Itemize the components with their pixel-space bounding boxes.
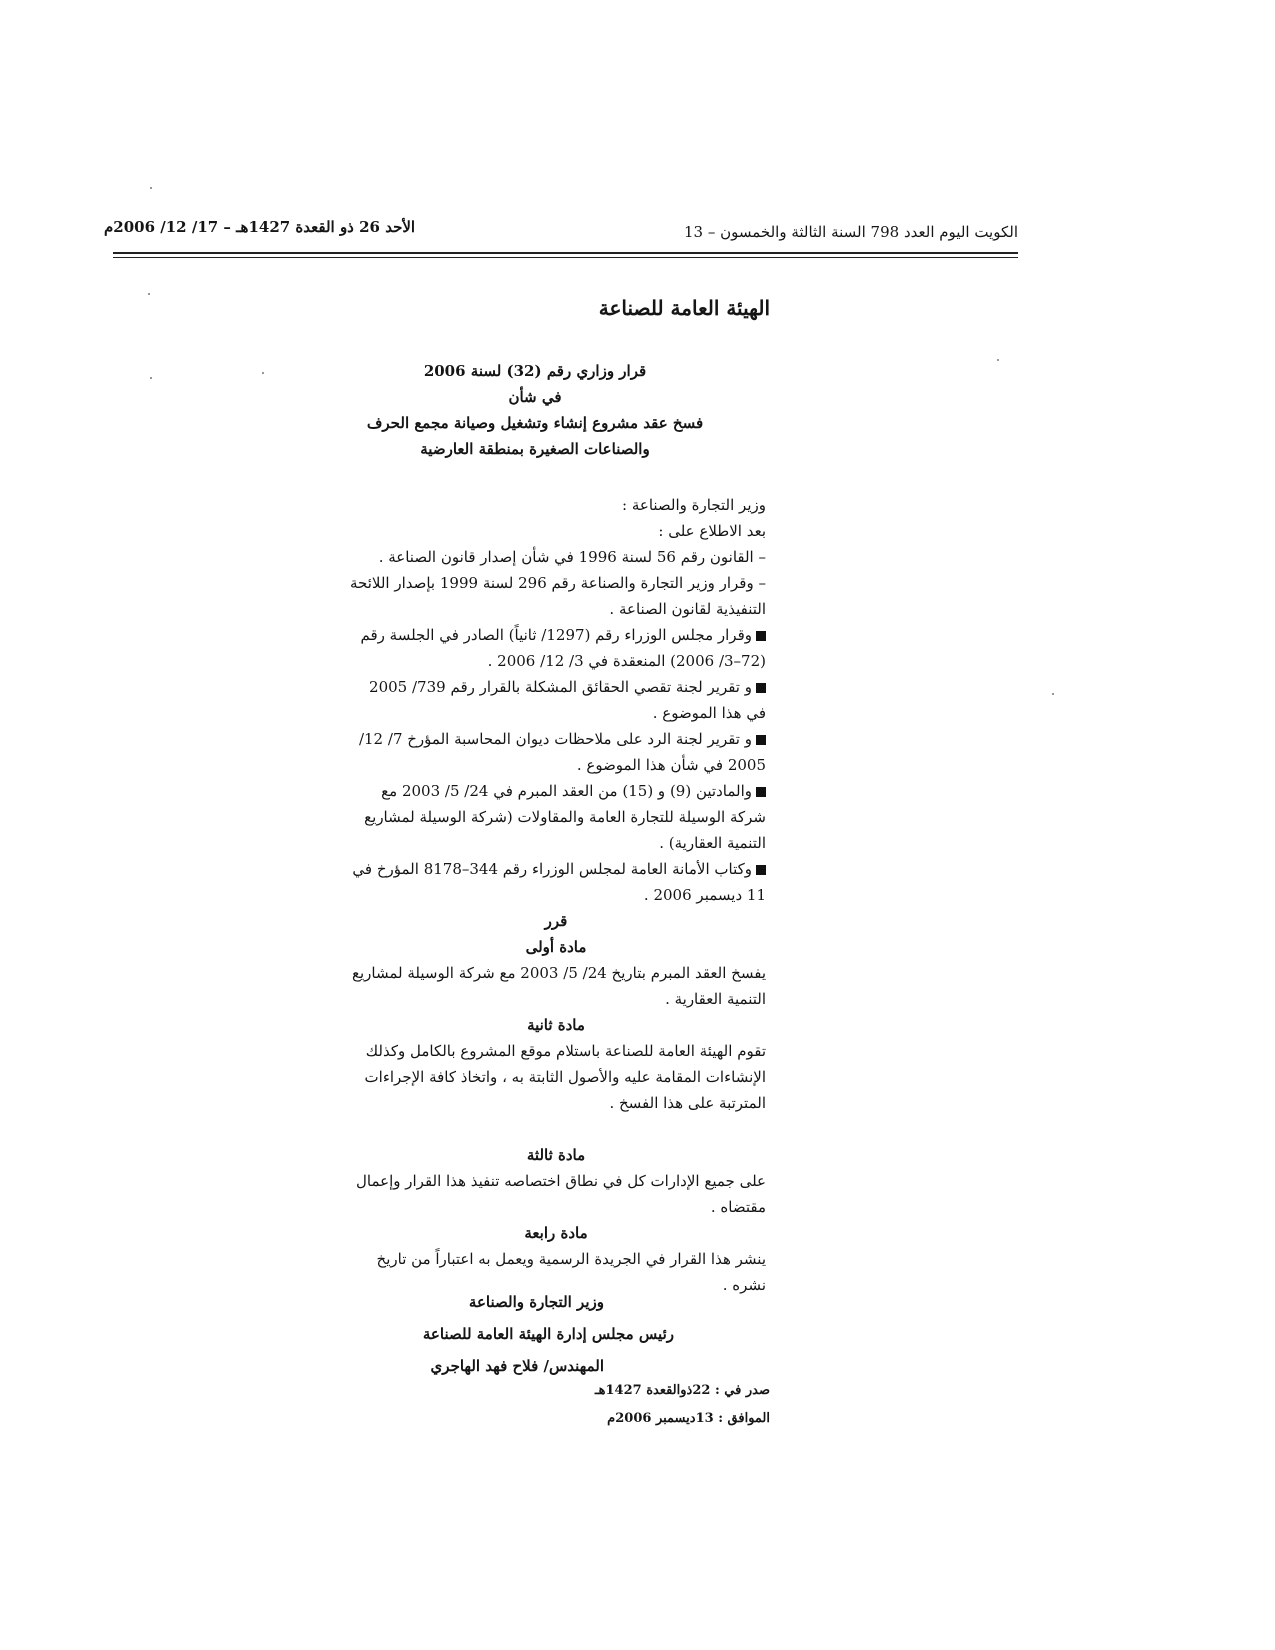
header-rule-thin [113, 257, 1018, 258]
scan-speck [262, 372, 264, 374]
preamble-item-text: وقرار مجلس الوزراء رقم (1297/ ثانياً) الصادر في الجلسة رقم (72–3/ 2006) المنعقدة في 3/ 12/ 2006 . [360, 626, 766, 670]
article-title: مادة رابعة [524, 1224, 588, 1242]
gazette-issue-header: الكويت اليوم العدد 798 السنة الثالثة والخمسون – 13 [683, 223, 1018, 241]
scan-speck [997, 359, 999, 361]
decision-subject-line2: والصناعات الصغيرة بمنطقة العارضية [420, 440, 650, 458]
square-bullet-icon [756, 865, 766, 875]
decision-number: قرار وزاري رقم (32) لسنة 2006 [423, 362, 647, 380]
issue-date-gregorian: الموافق : 13ديسمبر 2006م [607, 1411, 770, 1426]
article-title: مادة ثانية [527, 1016, 585, 1034]
preamble-item [346, 726, 766, 778]
issue-date-block [560, 1377, 770, 1433]
scan-speck [150, 187, 152, 189]
scan-speck [1052, 693, 1054, 695]
article-text: تقوم الهيئة العامة للصناعة باستلام موقع المشروع بالكامل وكذلك الإنشاءات المقامة عليه والأصول الثابتة به ، واتخاذ كافة الإجراءات المترتبة على هذا الفسخ . [364, 1042, 766, 1112]
spacer [346, 1116, 766, 1142]
preamble-item [346, 622, 766, 674]
minister-line: وزير التجارة والصناعة : [622, 496, 766, 514]
preamble-item-text: و تقرير لجنة الرد على ملاحظات ديوان المحاسبة المؤرخ 7/ 12/ 2005 في شأن هذا الموضوع . [358, 730, 766, 774]
scan-speck [150, 377, 152, 379]
preamble-item-text: والمادتين (9) و (15) من العقد المبرم في 24/ 5/ 2003 مع شركة الوسيلة للتجارة العامة والمقاولات (شركة الوسيلة لمشاريع التنمية العقارية) . [364, 782, 766, 852]
signature-name: المهندس/ فلاح فهد الهاجري [430, 1357, 604, 1375]
article-text: على جميع الإدارات كل في نطاق اختصاصه تنفيذ هذا القرار وإعمال مقتضاه . [356, 1172, 766, 1216]
article-title: مادة ثالثة [526, 1146, 586, 1164]
square-bullet-icon [756, 787, 766, 797]
decision-regarding: في شأن [508, 388, 562, 406]
decision-subject-line1: فسخ عقد مشروع إنشاء وتشغيل وصيانة مجمع الحرف [366, 414, 704, 432]
square-bullet-icon [756, 683, 766, 693]
square-bullet-icon [756, 735, 766, 745]
article-title: مادة أولى [525, 938, 587, 956]
decided-heading: قرر [544, 912, 568, 930]
signature-position: رئيس مجلس إدارة الهيئة العامة للصناعة [422, 1325, 674, 1343]
after-review-line: بعد الاطلاع على : [658, 522, 766, 540]
preamble-item: – وقرار وزير التجارة والصناعة رقم 296 لسنة 1999 بإصدار اللائحة التنفيذية لقانون الصناعة . [349, 574, 766, 618]
preamble-item-text: وكتاب الأمانة العامة لمجلس الوزراء رقم 344–8178 المؤرخ في 11 ديسمبر 2006 . [352, 860, 766, 904]
header-rule [113, 252, 1018, 254]
gazette-date-header: الأحد 26 ذو القعدة 1427هـ – 17/ 12/ 2006م [104, 218, 416, 236]
preamble-item: – القانون رقم 56 لسنة 1996 في شأن إصدار قانون الصناعة . [378, 548, 766, 566]
preamble-item [346, 778, 766, 856]
decision-body [346, 492, 766, 1298]
issue-date-hijri: صدر في : 22ذوالقعدة 1427هـ [594, 1383, 770, 1398]
signature-block [344, 1286, 674, 1382]
decision-title-block [360, 358, 710, 462]
preamble-item [346, 856, 766, 908]
article-text: يفسخ العقد المبرم بتاريخ 24/ 5/ 2003 مع شركة الوسيلة لمشاريع التنمية العقارية . [351, 964, 766, 1008]
signature-title: وزير التجارة والصناعة [468, 1293, 604, 1311]
scan-speck [148, 293, 150, 295]
article-text: ينشر هذا القرار في الجريدة الرسمية ويعمل به اعتباراً من تاريخ نشره . [376, 1250, 766, 1294]
square-bullet-icon [756, 631, 766, 641]
preamble-item [346, 674, 766, 726]
authority-title: الهيئة العامة للصناعة [598, 296, 770, 320]
preamble-item-text: و تقرير لجنة تقصي الحقائق المشكلة بالقرار رقم 739/ 2005 في هذا الموضوع . [369, 678, 766, 722]
